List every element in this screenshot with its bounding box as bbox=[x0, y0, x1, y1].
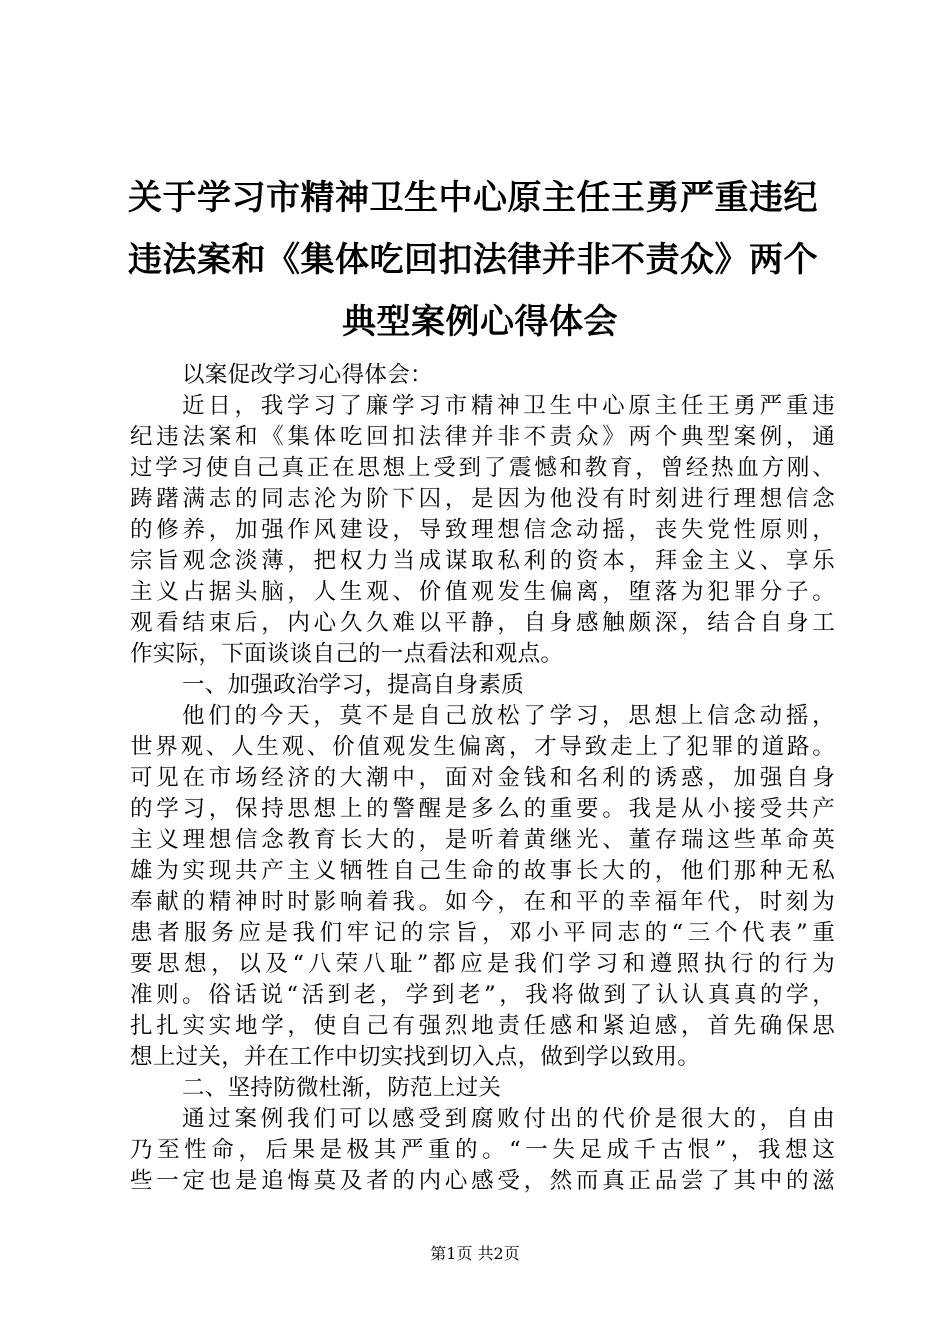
section-heading: 二、坚持防微杜渐，防范上过关 bbox=[182, 1075, 502, 1101]
body-line: 要思想，以及“八荣八耻”都应是我们学习和遵照执行的行为 bbox=[130, 951, 835, 977]
document-title bbox=[128, 167, 832, 353]
body-line: 通过案例我们可以感受到腐败付出的代价是很大的，自由 bbox=[182, 1106, 835, 1132]
body-line: 作实际，下面谈谈自己的一点看法和观点。 bbox=[130, 641, 564, 667]
body-line: 雄为实现共产主义牺牲自己生命的故事长大的，他们那种无私 bbox=[130, 858, 835, 884]
body-line: 的学习，保持思想上的警醒是多么的重要。我是从小接受共产 bbox=[130, 796, 835, 822]
body-line: 宗旨观念淡薄，把权力当成谋取私利的资本，拜金主义、享乐 bbox=[130, 548, 835, 574]
document-body bbox=[130, 360, 835, 1197]
body-line: 他们的今天，莫不是自己放松了学习，思想上信念动摇， bbox=[182, 703, 835, 729]
title-line: 违法案和《集体吃回扣法律并非不责众》两个 bbox=[128, 240, 818, 280]
body-line: 患者服务应是我们牢记的宗旨，邓小平同志的“三个代表”重 bbox=[130, 920, 835, 946]
body-line: 些一定也是追悔莫及者的内心感受，然而真正品尝了其中的滋 bbox=[130, 1168, 835, 1194]
section-heading: 一、加强政治学习，提高自身素质 bbox=[182, 672, 525, 698]
body-line: 主义占据头脑，人生观、价值观发生偏离，堕落为犯罪分子。 bbox=[130, 579, 835, 605]
title-line: 关于学习市精神卫生中心原主任王勇严重违纪 bbox=[128, 178, 818, 218]
body-line: 近日，我学习了廉学习市精神卫生中心原主任王勇严重违 bbox=[182, 393, 835, 419]
body-line: 世界观、人生观、价值观发生偏离，才导致走上了犯罪的道路。 bbox=[130, 734, 835, 760]
body-line: 纪违法案和《集体吃回扣法律并非不责众》两个典型案例，通 bbox=[130, 424, 835, 450]
body-line: 扎扎实实地学，使自己有强烈地责任感和紧迫感，首先确保思 bbox=[130, 1013, 835, 1039]
body-line: 踌躇满志的同志沦为阶下囚，是因为他没有时刻进行理想信念 bbox=[130, 486, 835, 512]
title-line: 典型案例心得体会 bbox=[342, 302, 618, 342]
body-line: 主义理想信念教育长大的，是听着黄继光、董存瑞这些革命英 bbox=[130, 827, 835, 853]
body-line: 的修养，加强作风建设，导致理想信念动摇，丧失党性原则， bbox=[130, 517, 835, 543]
body-line: 观看结束后，内心久久难以平静，自身感触颇深，结合自身工 bbox=[130, 610, 835, 636]
body-line: 可见在市场经济的大潮中，面对金钱和名利的诱惑，加强自身 bbox=[130, 765, 835, 791]
body-line: 想上过关，并在工作中切实找到切入点，做到学以致用。 bbox=[130, 1044, 701, 1070]
body-line: 奉献的精神时时影响着我。如今，在和平的幸福年代，时刻为 bbox=[130, 889, 835, 915]
page-footer: 第1页 共2页 bbox=[430, 1244, 520, 1263]
body-line: 乃至性命，后果是极其严重的。“一失足成千古恨”，我想这 bbox=[130, 1137, 835, 1163]
body-line: 过学习使自己真正在思想上受到了震憾和教育，曾经热血方刚、 bbox=[130, 455, 835, 481]
body-line-heading: 以案促改学习心得体会： bbox=[182, 362, 433, 388]
body-line: 准则。俗话说“活到老，学到老”，我将做到了认认真真的学， bbox=[130, 982, 835, 1008]
